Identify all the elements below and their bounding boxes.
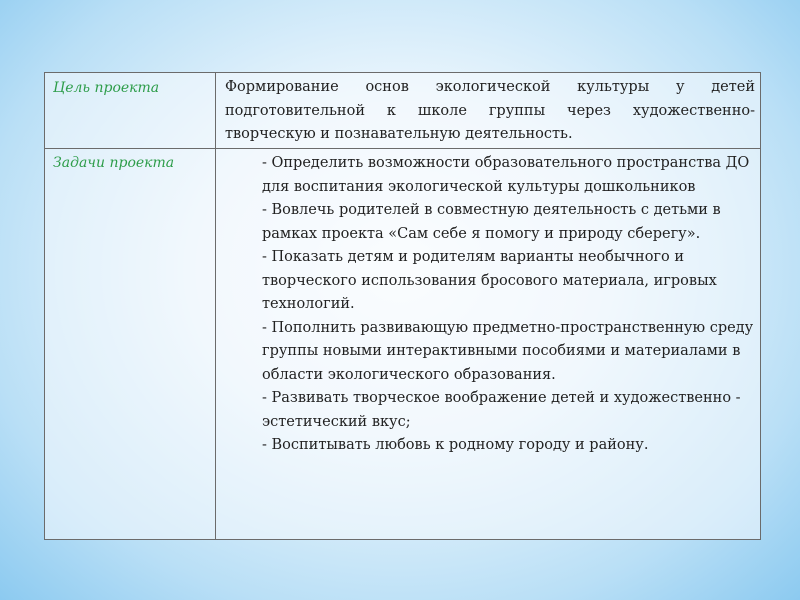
goal-label: Цель проекта bbox=[53, 80, 160, 96]
goal-text: Формирование основ экологической культуры у детей подготовительной к школе группы через художественно-творческую и познавательную деятельность. bbox=[225, 79, 755, 142]
tasks-list bbox=[262, 152, 757, 458]
list-item: - Пополнить развивающую предметно-пространственную среду группы новыми интерактивными пособиями и материалами в области экологического образования. bbox=[262, 319, 754, 383]
project-table bbox=[44, 72, 761, 540]
list-item: - Показать детям и родителям варианты необычного и творческого использования бросового материала, игровых технологий. bbox=[262, 249, 717, 312]
list-item: - Воспитывать любовь к родному городу и району. bbox=[262, 437, 649, 453]
list-item: - Вовлечь родителей в совместную деятельность с детьми в рамках проекта «Сам себе я помогу и природу сберегу». bbox=[262, 202, 721, 242]
tasks-label: Задачи проекта bbox=[53, 155, 175, 171]
list-item: - Определить возможности образовательного пространства ДО для воспитания экологической культуры дошкольников bbox=[262, 155, 750, 195]
column-divider bbox=[215, 73, 216, 539]
list-item: - Развивать творческое воображение детей и художественно - эстетический вкус; bbox=[262, 390, 741, 430]
row-divider bbox=[45, 148, 760, 149]
